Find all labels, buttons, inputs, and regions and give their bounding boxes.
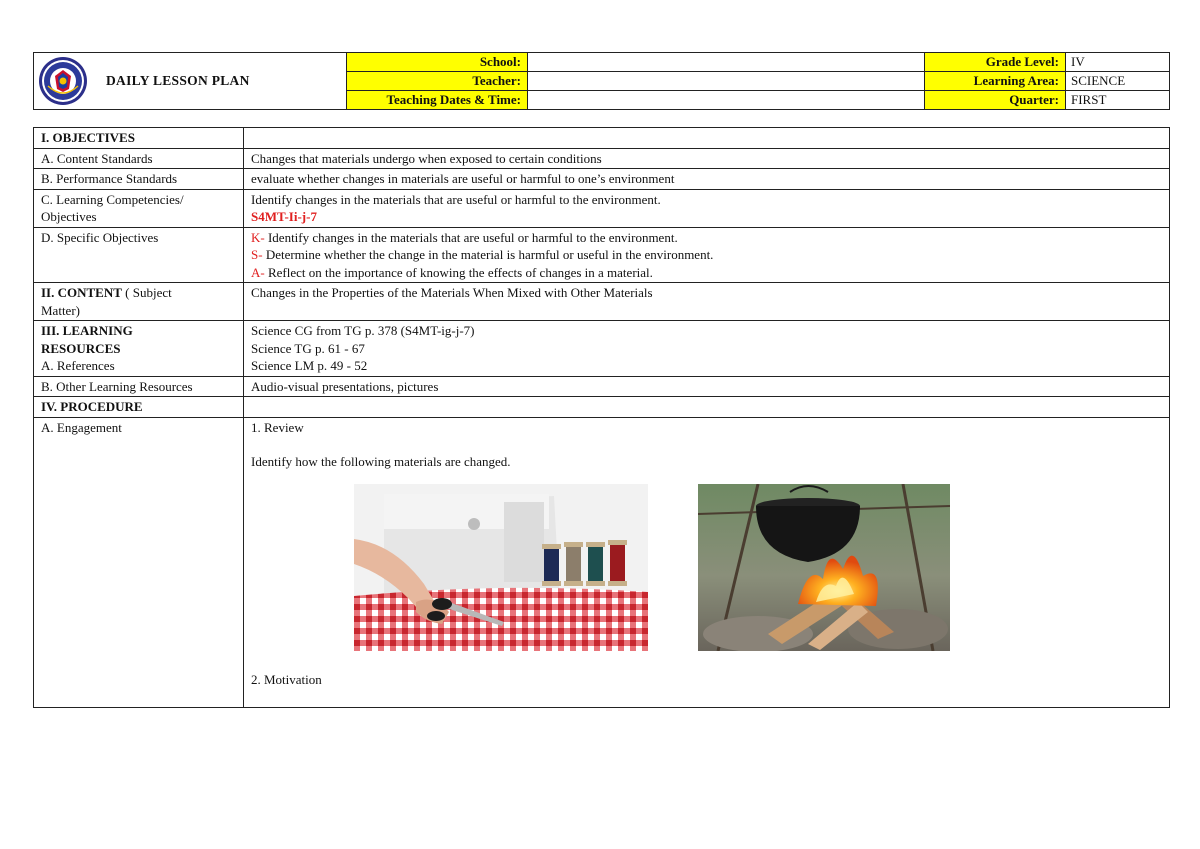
pot-over-campfire-image — [698, 484, 950, 651]
performance-standards-value: evaluate whether changes in materials are useful or harmful to one’s environment — [244, 169, 1170, 190]
other-resources-label: B. Other Learning Resources — [34, 376, 244, 397]
table-row — [34, 397, 1170, 418]
performance-standards-label: B. Performance Standards — [34, 169, 244, 190]
grade-level-label: Grade Level: — [925, 53, 1066, 72]
learning-area-value: SCIENCE — [1066, 72, 1170, 91]
competency-code: S4MT-Ii-j-7 — [251, 209, 317, 224]
objectives-heading: I. OBJECTIVES — [34, 128, 244, 149]
objective-knowledge: K- Identify changes in the materials that are useful or harmful to the environment. — [251, 229, 678, 245]
scissors-cutting-cloth-image — [354, 484, 648, 651]
table-row — [34, 128, 1170, 149]
table-row — [34, 148, 1170, 169]
quarter-value: FIRST — [1066, 91, 1170, 110]
table-row — [34, 283, 1170, 321]
specific-objectives-label: D. Specific Objectives — [34, 227, 244, 283]
other-resources-value: Audio-visual presentations, pictures — [244, 376, 1170, 397]
references-value: Science CG from TG p. 378 (S4MT-ig-j-7) Science TG p. 61 - 67 Science LM p. 49 - 52 — [244, 321, 1170, 377]
school-field[interactable] — [528, 53, 925, 72]
engagement-content — [244, 417, 1170, 707]
table-row — [34, 376, 1170, 397]
references-label: A. References — [41, 358, 115, 373]
engagement-label: A. Engagement — [34, 417, 244, 707]
header-table — [33, 52, 1170, 110]
deped-seal-icon — [38, 56, 88, 106]
learning-competencies-value: Identify changes in the materials that are useful or harmful to the environment. S4MT-Ii-j-7 — [244, 189, 1170, 227]
objective-skill: S- Determine whether the change in the material is harmful or useful in the environment. — [251, 247, 714, 262]
teacher-field[interactable] — [528, 72, 925, 91]
table-row — [34, 417, 1170, 707]
logo-title-cell — [34, 53, 347, 110]
document-title: DAILY LESSON PLAN — [106, 73, 250, 88]
school-label: School: — [347, 53, 528, 72]
content-standards-value: Changes that materials undergo when exposed to certain conditions — [244, 148, 1170, 169]
lesson-table — [33, 127, 1170, 708]
table-row — [34, 169, 1170, 190]
content-value: Changes in the Properties of the Materials When Mixed with Other Materials — [244, 283, 1170, 321]
grade-level-value: IV — [1066, 53, 1170, 72]
procedure-heading: IV. PROCEDURE — [34, 397, 244, 418]
teacher-label: Teacher: — [347, 72, 528, 91]
learning-resources-heading: III. LEARNING RESOURCES A. References — [34, 321, 244, 377]
teaching-dates-field[interactable] — [528, 91, 925, 110]
quarter-label: Quarter: — [925, 91, 1066, 110]
review-heading: 1. Review — [251, 419, 304, 435]
teaching-dates-label: Teaching Dates & Time: — [347, 91, 528, 110]
table-row — [34, 321, 1170, 377]
content-heading: II. CONTENT ( Subject Matter) — [34, 283, 244, 321]
motivation-heading: 2. Motivation — [251, 671, 322, 687]
learning-area-label: Learning Area: — [925, 72, 1066, 91]
content-standards-label: A. Content Standards — [34, 148, 244, 169]
table-row — [34, 189, 1170, 227]
table-row — [34, 227, 1170, 283]
objective-attitude: A- Reflect on the importance of knowing the effects of changes in a material. — [251, 264, 653, 280]
review-instruction: Identify how the following materials are changed. — [251, 454, 511, 469]
learning-competencies-label: C. Learning Competencies/ Objectives — [34, 189, 244, 227]
specific-objectives-value — [244, 227, 1170, 283]
